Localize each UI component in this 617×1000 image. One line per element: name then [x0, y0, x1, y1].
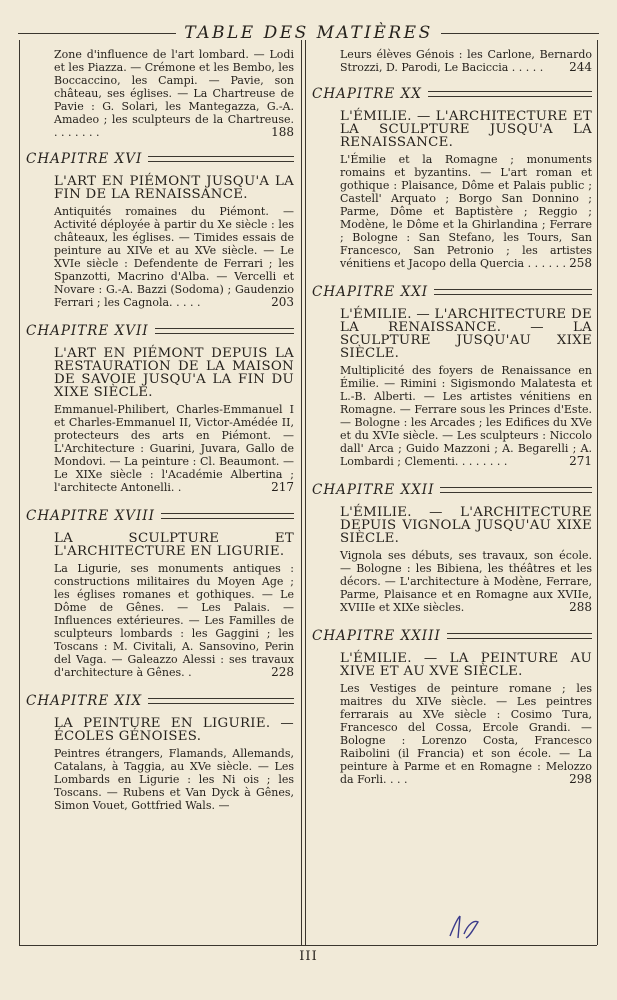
dot-leader: . . . . . . . — [461, 455, 508, 468]
summary-text: Emmanuel-Philibert, Charles-Emmanuel I et Charles-Emmanuel II, Victor-Amédée II, protecteurs des arts en Piémont. — L'Architecture : Guarini, Juvara, Gallo de Mondovi. — La peinture : Cl. Beaumont. — Le XIXe siècle : l'Académie Albertina ; l'architecte Antonelli. — [54, 403, 294, 494]
double-rule — [440, 487, 592, 493]
chapter-summary — [54, 205, 294, 309]
left-column — [26, 48, 294, 812]
chapter-summary — [340, 549, 592, 614]
chapter-entry-xxiii — [312, 628, 592, 786]
running-title: TABLE DES MATIÈRES — [184, 23, 433, 43]
chapter-entry-xxii — [312, 482, 592, 614]
page-number: 298 — [569, 772, 592, 786]
dot-leader: . . . . . . — [527, 257, 567, 270]
chapter-summary — [340, 682, 592, 786]
double-rule — [155, 328, 294, 334]
dot-leader: . . . . — [176, 296, 201, 309]
chapter-entry-xix — [26, 693, 294, 812]
entry-summary — [54, 48, 294, 139]
head-rule-left — [18, 33, 176, 34]
continuation-entry — [312, 48, 592, 74]
head-rule-right — [441, 33, 599, 34]
column-divider-inner — [305, 40, 306, 945]
frame-left-rule — [19, 40, 20, 945]
chapter-label: CHAPITRE XVIII — [26, 508, 155, 524]
dot-leader: . . . . . . . — [54, 126, 100, 139]
chapter-label: CHAPITRE XIX — [26, 693, 143, 709]
page-number: 203 — [271, 295, 294, 309]
chapter-summary — [54, 747, 294, 812]
chapter-label-row — [312, 284, 592, 300]
frame-right-rule — [597, 40, 598, 945]
chapter-summary — [340, 153, 592, 270]
double-rule — [148, 156, 294, 162]
summary-text: Zone d'influence de l'art lombard. — Lodi et les Piazza. — Crémone et les Bembo, les Boccaccino, les Campi. — Pavie, son château, ses églises. — La Chartreuse de Pavie : G. Solari, les Mantegazza, G.-A. Amadeo ; les sculpteurs de la Chartreuse. — [54, 48, 294, 126]
chapter-label-row — [26, 508, 294, 524]
page-number: 244 — [569, 60, 592, 74]
chapter-heading: L'ÉMILIE. — L'ARCHITECTURE DE LA RENAISSANCE. — LA SCULPTURE JUSQU'AU XIXE SIÈCLE. — [340, 307, 592, 361]
chapter-label-row — [26, 151, 294, 167]
entry-summary — [340, 48, 592, 74]
dot-leader: . — [177, 481, 182, 494]
handwritten-mark-icon — [444, 912, 484, 942]
chapter-label-row — [312, 482, 592, 498]
chapter-label: CHAPITRE XXI — [312, 284, 429, 300]
chapter-heading: L'ÉMILIE. — L'ARCHITECTURE ET LA SCULPTURE JUSQU'A LA RENAISSANCE. — [340, 109, 592, 150]
double-rule — [428, 91, 592, 97]
chapter-label: CHAPITRE XX — [312, 86, 422, 102]
page-number: 271 — [569, 454, 592, 468]
chapter-summary — [340, 364, 592, 468]
chapter-heading: L'ÉMILIE. — LA PEINTURE AU XIVE ET AU XVE SIÈCLE. — [340, 651, 592, 679]
right-column — [312, 48, 592, 786]
double-rule — [161, 513, 294, 519]
chapter-entry-xx — [312, 86, 592, 270]
summary-text: Leurs élèves Génois : les Carlone, Bernardo Strozzi, D. Parodi, Le Baciccia — [340, 48, 592, 74]
summary-text: La Ligurie, ses monuments antiques : constructions militaires du Moyen Age ; les églises romanes et gothiques. — Le Dôme de Gênes. — Les Palais. — Influences extérieures. — Les Familles de sculpteurs lombards : les Gaggini ; les Toscans : M. Civitali, A. Sansovino, Perin del Vaga. — Galeazzo Alessi : ses travaux d'architecture à Gênes. — [54, 562, 294, 679]
page-number: 188 — [271, 125, 294, 139]
chapter-heading: LA PEINTURE EN LIGURIE. — ÉCOLES GÉNOISES. — [54, 716, 294, 744]
running-head — [18, 22, 599, 44]
page-folio: III — [299, 949, 318, 964]
chapter-label: CHAPITRE XXII — [312, 482, 435, 498]
page-number: 258 — [569, 256, 592, 270]
double-rule — [447, 633, 592, 639]
chapter-heading: LA SCULPTURE ET L'ARCHITECTURE EN LIGURIE. — [54, 531, 294, 559]
summary-text: Peintres étrangers, Flamands, Allemands, Catalans, à Taggia, au XVe siècle. — Les Lombards en Ligurie : les Ni ois ; les Toscans. — Rubens et Van Dyck à Gênes, Simon Vouet, Gottfried Wals. — — [54, 747, 294, 812]
chapter-label-row — [26, 693, 294, 709]
chapter-summary — [54, 403, 294, 494]
chapter-entry-xvii — [26, 323, 294, 494]
chapter-heading: L'ART EN PIÉMONT JUSQU'A LA FIN DE LA RENAISSANCE. — [54, 174, 294, 202]
chapter-label-row — [312, 628, 592, 644]
chapter-label-row — [312, 86, 592, 102]
dot-leader: . — [188, 666, 192, 679]
chapter-entry-xvi — [26, 151, 294, 309]
double-rule — [148, 698, 294, 704]
chapter-entry-xviii — [26, 508, 294, 679]
summary-text: Multiplicité des foyers de Renaissance en Émilie. — Rimini : Sigismondo Malatesta et L.-B. Alberti. — Les artistes vénitiens en Romagne. — Ferrare sous les Princes d'Este. — Bologne : les Arcades ; les Edifices du XVe et du XVIe siècle. — Les sculpteurs : Niccolo dall' Arca ; Guido Mazzoni ; A. Begarelli ; A. Lombardi ; Clementi. — [340, 364, 592, 468]
column-divider — [301, 40, 302, 945]
chapter-label: CHAPITRE XXIII — [312, 628, 441, 644]
chapter-label: CHAPITRE XVI — [26, 151, 143, 167]
dot-leader: . . . . . — [511, 61, 544, 74]
page-number: 288 — [569, 600, 592, 614]
chapter-heading: L'ÉMILIE. — L'ARCHITECTURE DEPUIS VIGNOLA JUSQU'AU XIXE SIÈCLE. — [340, 505, 592, 546]
double-rule — [434, 289, 592, 295]
dot-leader: . . . — [390, 773, 408, 786]
summary-text: L'Émilie et la Romagne ; monuments romains et byzantins. — L'art roman et gothique : Plaisance, Dôme et Palais public ; Castell' Arquato ; Borgo San Donnino ; Parme, Dôme et Baptistère ; Reggio ; Modène, le Dôme et la Ghirlandina ; Ferrare ; Bologne : San Stefano, les Tours, San Francesco, San Petronio ; les artistes vénitiens et Jacopo della Quercia — [340, 153, 592, 270]
summary-text: Les Vestiges de peinture romane ; les maitres du XIVe siècle. — Les peintres ferrarais au XVe siècle : Cosimo Tura, Francesco del Cossa, Ercole Grandi. — Bologne : Lorenzo Costa, Francesco Raibolini (il Francia) et son école. — La peinture à Parme et en Romagne : Melozzo da Forli. — [340, 682, 592, 786]
page-number: 217 — [271, 480, 294, 494]
summary-text: Antiquités romaines du Piémont. — Activité déployée à partir du Xe siècle : les châteaux, les églises. — Timides essais de peinture au XIVe et au XVe siècle. — Le XVIe siècle : Defendente de Ferrari ; les Spanzotti, Macrino d'Alba. — Vercelli et Novare : G.-A. Bazzi (Sodoma) ; Gaudenzio Ferrari ; les Cagnola. — [54, 205, 294, 309]
page-number: 228 — [271, 665, 294, 679]
summary-text: Vignola ses débuts, ses travaux, son école. — Bologne : les Bibiena, les théâtres et les décors. — L'architecture à Modène, Ferrare, Parme, Plaisance et en Romagne aux XVIIe, XVIIIe et XIXe siècles. — [340, 549, 592, 614]
chapter-entry-xxi — [312, 284, 592, 468]
chapter-summary — [54, 562, 294, 679]
chapter-heading: L'ART EN PIÉMONT DEPUIS LA RESTAURATION DE LA MAISON DE SAVOIE JUSQU'A LA FIN DU XIXE SIÈCLE. — [54, 346, 294, 400]
continuation-entry — [26, 48, 294, 139]
chapter-label: CHAPITRE XVII — [26, 323, 149, 339]
chapter-label-row — [26, 323, 294, 339]
